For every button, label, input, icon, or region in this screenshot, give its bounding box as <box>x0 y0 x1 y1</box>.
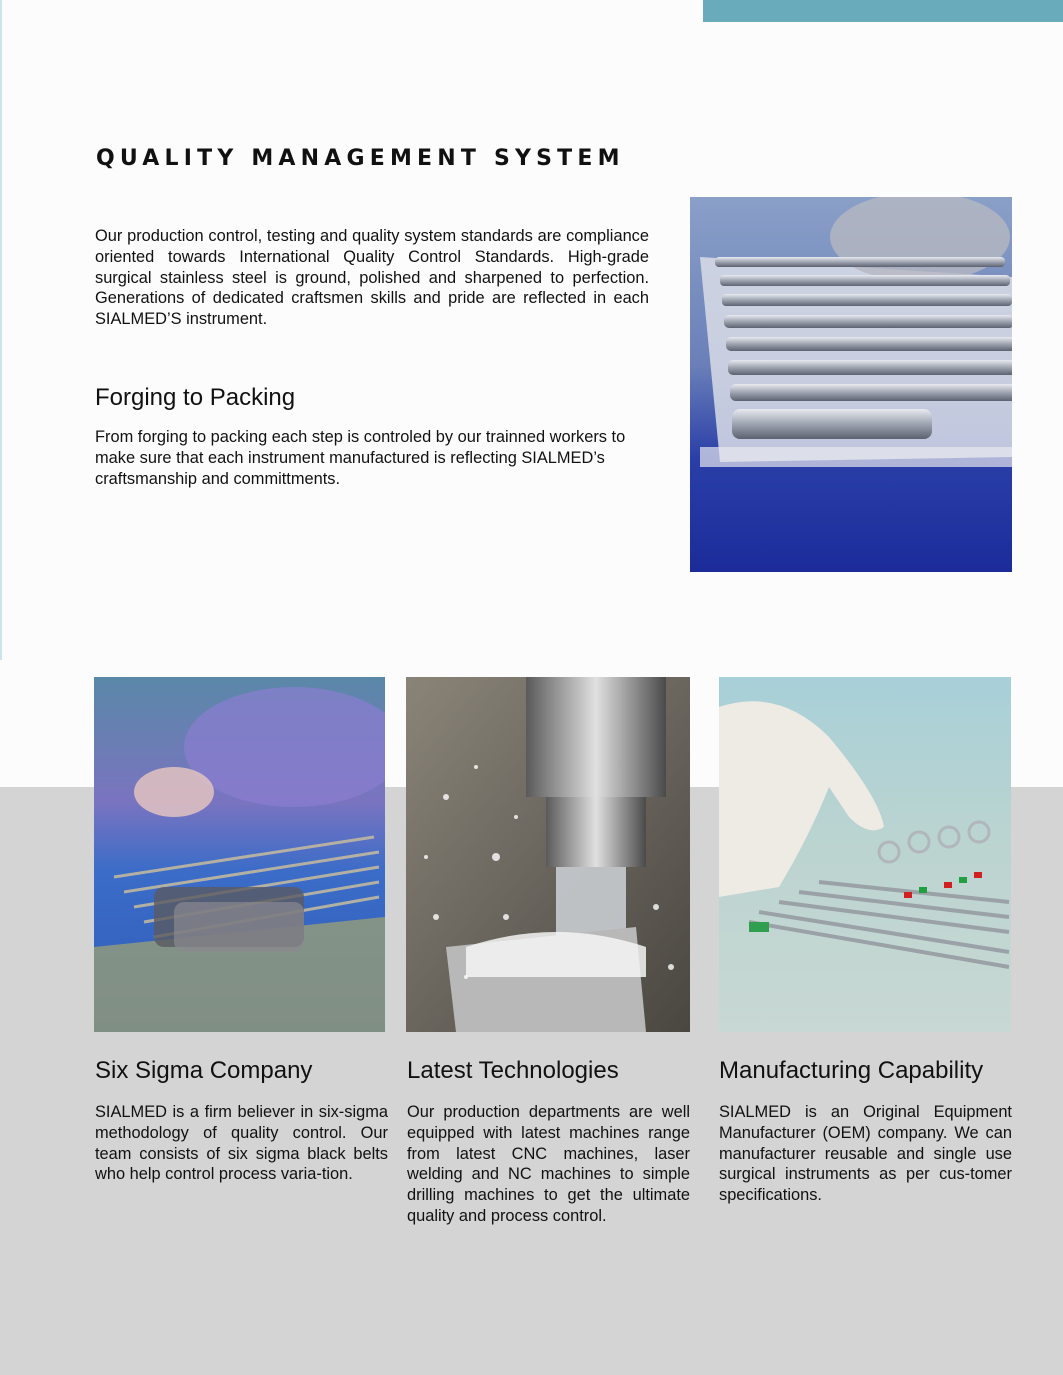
manufacturing-heading: Manufacturing Capability <box>719 1057 984 1084</box>
top-accent-band <box>703 0 1063 22</box>
forging-paragraph: From forging to packing each step is controled by our trainned workers to make sure that each instrument manufactured is reflecting SIALMED’s craftsmanship and committments. <box>95 428 626 488</box>
left-edge-line <box>0 0 2 660</box>
gloved-hand-instruments-photo <box>719 677 1011 1032</box>
instruments-tray-photo <box>690 197 1012 572</box>
latest-tech-heading: Latest Technologies <box>407 1057 619 1084</box>
latest-tech-paragraph: Our production departments are well equipped with latest machines range from latest CNC machines, laser welding and NC machines to simple drilling machines to get the ultimate quality and process control. <box>407 1103 690 1225</box>
page-title: QUALITY MANAGEMENT SYSTEM <box>96 146 625 171</box>
six-sigma-paragraph: SIALMED is a firm believer in six-sigma methodology of quality control. Our team consists of six sigma black belts who help control process varia-tion. <box>95 1103 388 1184</box>
manufacturing-paragraph: SIALMED is an Original Equipment Manufacturer (OEM) company. We can manufacturer reusable and single use surgical instruments as per cus-tomer specifications. <box>719 1103 1012 1205</box>
forging-heading: Forging to Packing <box>95 384 296 411</box>
intro-paragraph: Our production control, testing and quality system standards are compliance oriented towards International Quality Control Standards. High-grade surgical stainless steel is ground, polished and sharpened to perfection. Generations of dedicated craftsmen skills and pride are reflected in each SIALMED’S instrument. <box>95 227 649 329</box>
surgery-instruments-photo <box>94 677 385 1032</box>
cnc-machine-photo <box>406 677 690 1032</box>
six-sigma-heading: Six Sigma Company <box>95 1057 313 1084</box>
